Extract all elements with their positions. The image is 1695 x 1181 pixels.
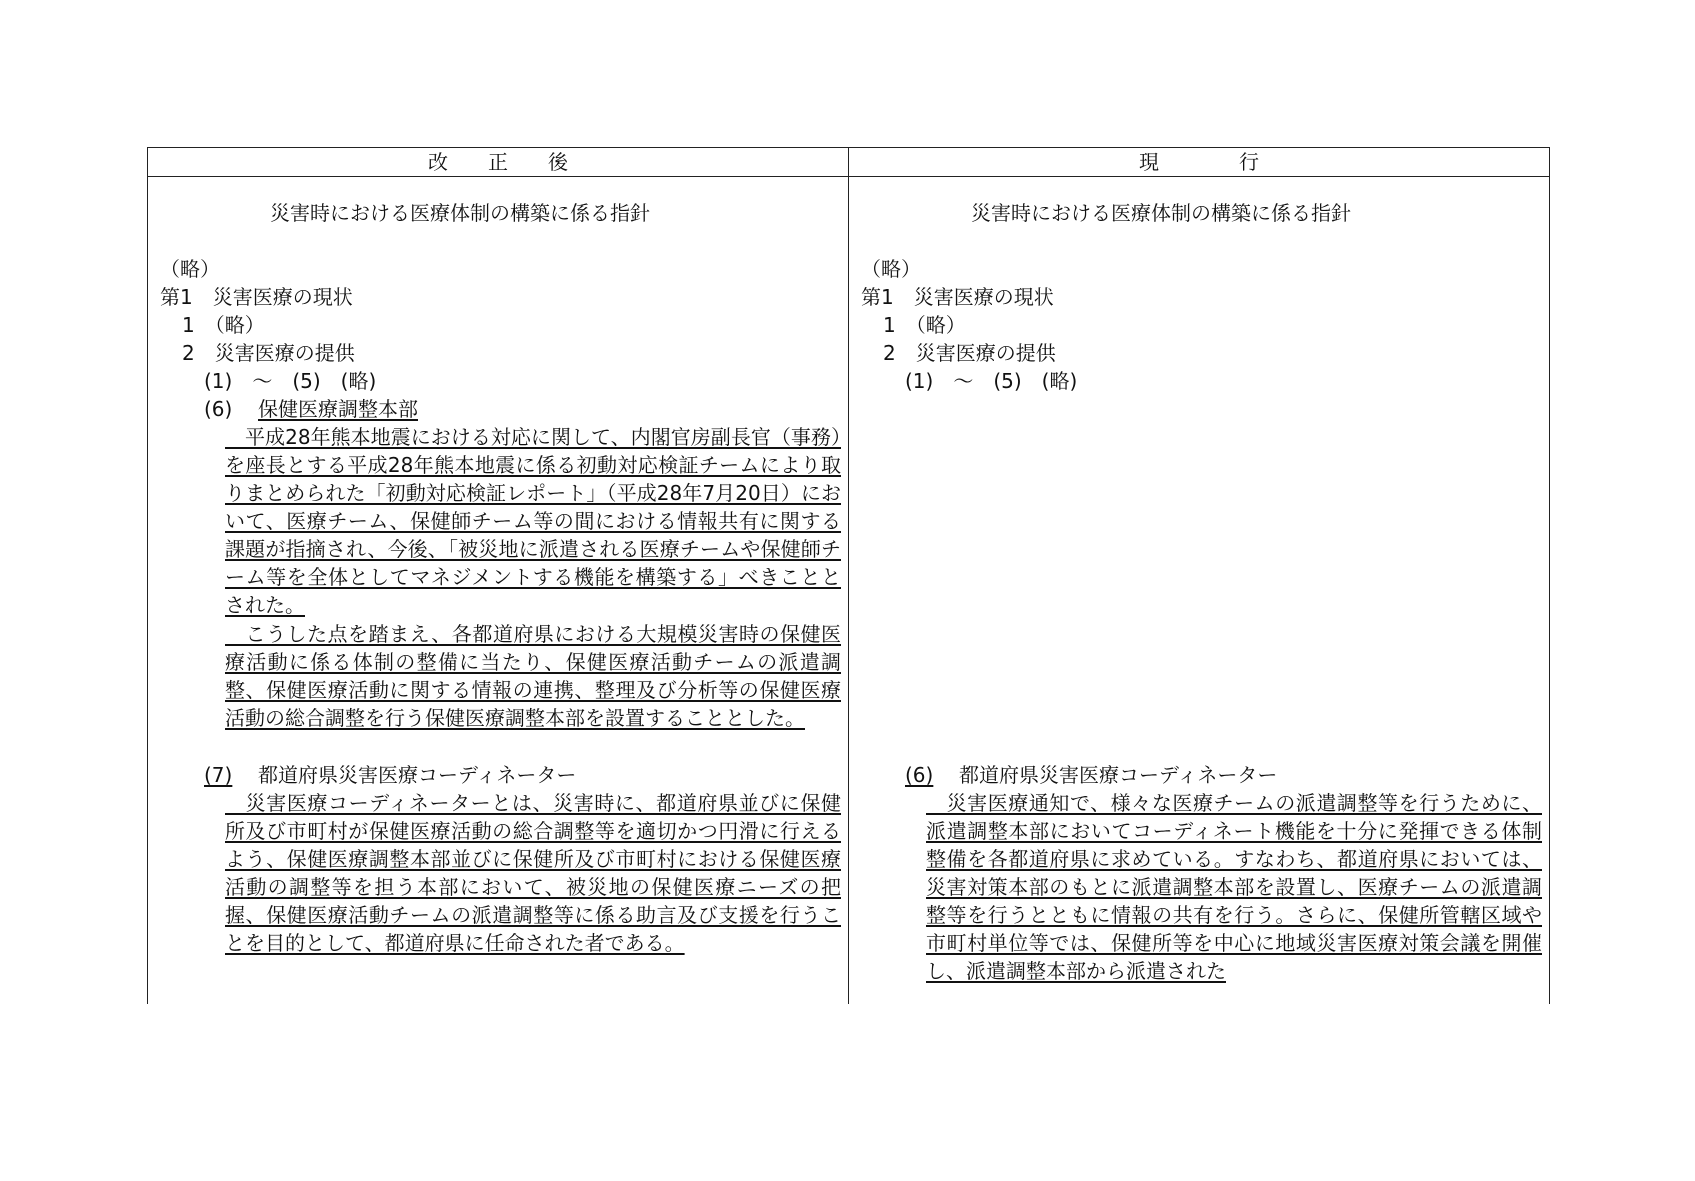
paragraph-6a: 平成28年熊本地震における対応に関して、内閣官房副長官（事務）を座長とする平成28年熊本地震に係る初動対応検証チームにより取りまとめられた「初動対応検証レポート」（平成28年7月20日）において、医療チーム、保健師チーム等の間における情報共有に関する課題が指摘され、今後、「被災地に派遣される医療チームや保健師チーム等を全体としてマネジメントする機能を構築する」べきこととされた。 [225,425,841,617]
subsection-7-title: 都道府県災害医療コーディネーター [258,763,577,787]
header-current: 現 行 [1139,150,1259,174]
column-current [849,177,1549,1005]
item-1: 1 （略） [182,313,265,337]
paragraph-6: 災害医療通知で、様々な医療チームの派遣調整等を行うために、派遣調整本部においてコーディネート機能を十分に発揮できる体制整備を各都道府県に求めている。すなわち、都道府県においては、災害対策本部のもとに派遣調整本部を設置し、医療チームの派遣調整等を行うとともに情報の共有を行う。さらに、保健所管轄区域や市町村単位等では、保健所等を中心に地域災害医療対策会議を開催し、派遣調整本部から派遣された [926,791,1542,983]
item-2: 2 災害医療の提供 [883,341,1056,365]
subsection-6-number: (6) [905,763,934,787]
section-heading: 第1 災害医療の現状 [861,285,1054,309]
subsection-6-number: (6) [204,397,233,421]
item-1: 1 （略） [883,313,966,337]
item-2: 2 災害医療の提供 [182,341,355,365]
subsection-6-title: 保健医療調整本部 [258,397,418,421]
paragraph-7: 災害医療コーディネーターとは、災害時に、都道府県並びに保健所及び市町村が保健医療活動の総合調整等を適切かつ円滑に行えるよう、保健医療調整本部並びに保健所及び市町村における保健医療活動の調整等を担う本部において、被災地の保健医療ニーズの把握、保健医療活動チームの派遣調整等に係る助言及び支援を行うことを目的として、都道府県に任命された者である。 [225,791,841,955]
paragraph-6b: こうした点を踏まえ、各都道府県における大規模災害時の保健医療活動に係る体制の整備に当たり、保健医療活動チームの派遣調整、保健医療活動に関する情報の連携、整理及び分析等の保健医療活動の総合調整を行う保健医療調整本部を設置することとした。 [225,622,841,730]
header-after-revision: 改 正 後 [428,150,568,174]
omitted-note: （略） [160,257,220,281]
column-after-revision [148,177,848,1005]
comparison-table [147,147,1550,1004]
subsection-7-number: (7) [204,763,233,787]
section-heading: 第1 災害医療の現状 [160,285,353,309]
range-omitted: (1) ～ (5) (略) [204,369,377,393]
doc-title: 災害時における医療体制の構築に係る指針 [270,201,650,225]
subsection-6-title: 都道府県災害医療コーディネーター [959,763,1278,787]
doc-title: 災害時における医療体制の構築に係る指針 [971,201,1351,225]
range-omitted: (1) ～ (5) (略) [905,369,1078,393]
omitted-note: （略） [861,257,921,281]
